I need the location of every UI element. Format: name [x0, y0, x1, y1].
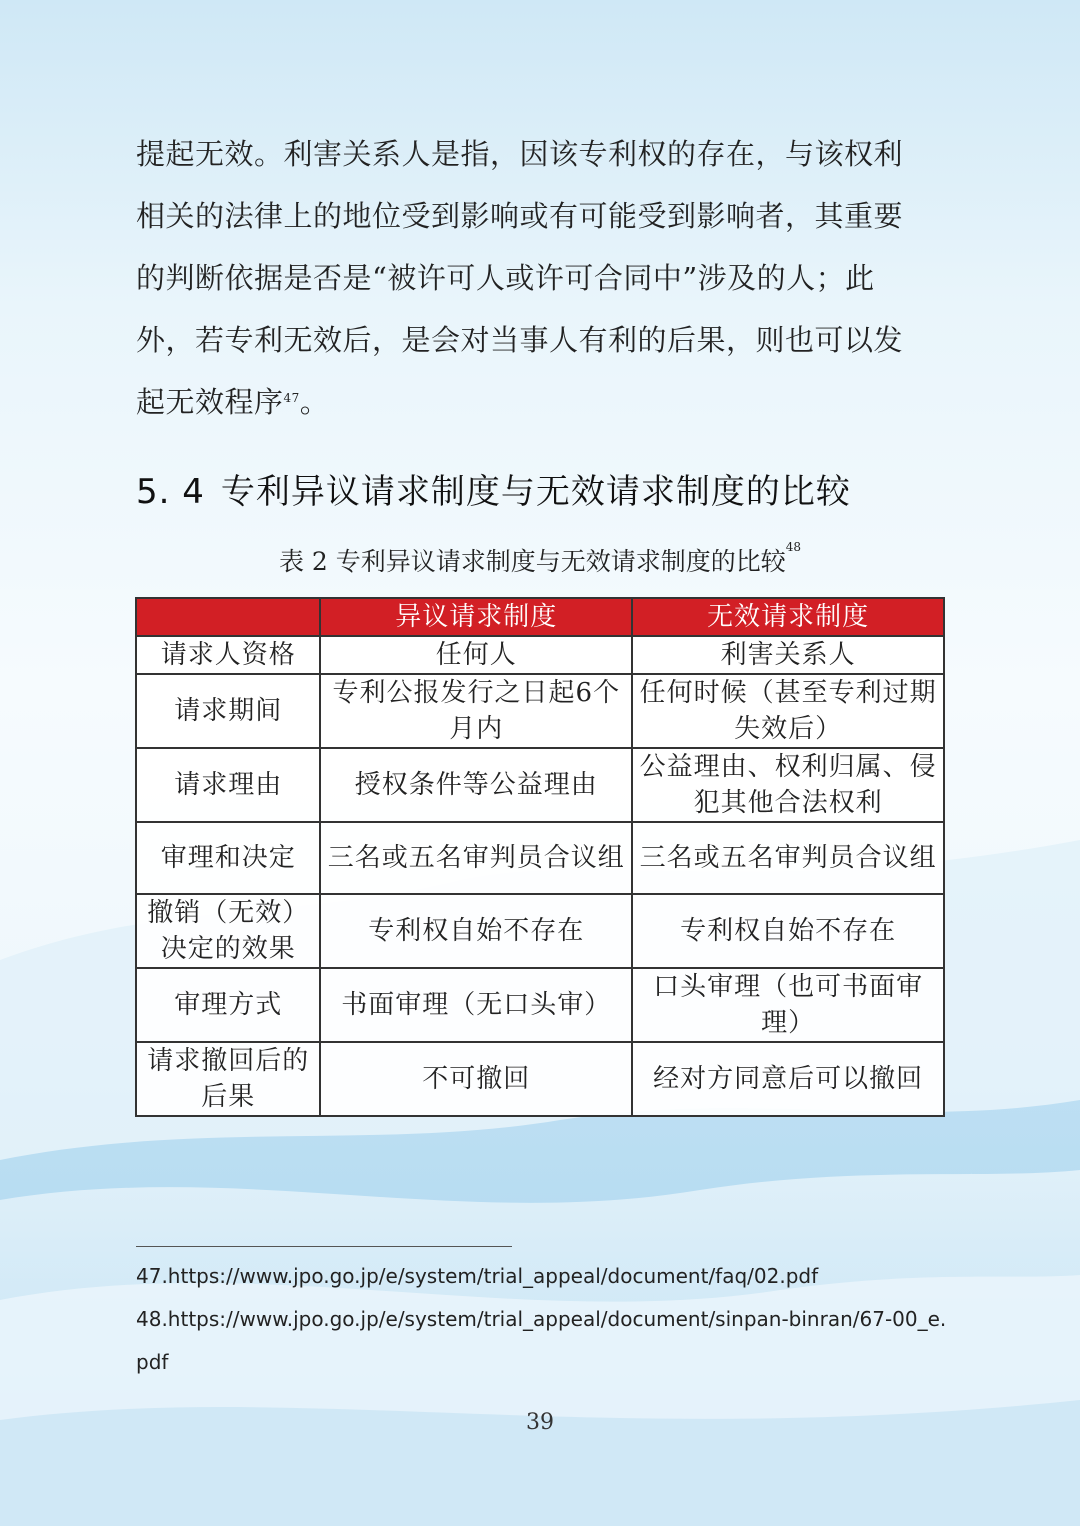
paragraph-line-last	[136, 382, 329, 422]
footnote-48[interactable]: 48.https://www.jpo.go.jp/e/system/trial_appeal/document/sinpan-binran/67-00_e.	[136, 1307, 947, 1331]
invalidation-cell: 公益理由、权利归属、侵犯其他合法权利	[632, 748, 944, 822]
header-cell-empty	[136, 598, 320, 636]
footnote-47[interactable]: 47.https://www.jpo.go.jp/e/system/trial_appeal/document/faq/02.pdf	[136, 1264, 819, 1288]
section-title-text: 专利异议请求制度与无效请求制度的比较	[220, 472, 851, 512]
table-row	[136, 1042, 944, 1116]
table-row	[136, 822, 944, 894]
invalidation-cell: 利害关系人	[632, 636, 944, 674]
header-cell-opposition: 异议请求制度	[320, 598, 632, 636]
opposition-cell: 专利权自始不存在	[320, 894, 632, 968]
footnote-divider	[136, 1246, 512, 1247]
page-number: 39	[526, 1410, 554, 1435]
invalidation-cell: 专利权自始不存在	[632, 894, 944, 968]
table-row	[136, 748, 944, 822]
table-row	[136, 894, 944, 968]
row-label: 撤销（无效）决定的效果	[136, 894, 320, 968]
paragraph-line: 相关的法律上的地位受到影响或有可能受到影响者，其重要	[136, 199, 904, 233]
invalidation-cell: 经对方同意后可以撤回	[632, 1042, 944, 1116]
row-label: 请求理由	[136, 748, 320, 822]
table-caption	[0, 542, 1080, 578]
opposition-cell: 书面审理（无口头审）	[320, 968, 632, 1042]
comparison-table	[135, 597, 945, 1117]
table-row	[136, 674, 944, 748]
paragraph-line: 的判断依据是否是“被许可人或许可合同中”涉及的人；此	[136, 261, 875, 295]
opposition-cell: 任何人	[320, 636, 632, 674]
row-label: 请求期间	[136, 674, 320, 748]
section-number: 5. 4	[136, 472, 205, 512]
opposition-cell: 专利公报发行之日起6个月内	[320, 674, 632, 748]
section-heading	[136, 464, 851, 513]
footnote-ref-48[interactable]: 48	[785, 540, 802, 554]
table-header-row	[136, 598, 944, 636]
paragraph-tail: 。	[299, 385, 330, 419]
paragraph-line: 外，若专利无效后，是会对当事人有利的后果，则也可以发	[136, 323, 904, 357]
row-label: 审理和决定	[136, 822, 320, 894]
footnote-ref-47[interactable]: 47	[283, 391, 300, 405]
invalidation-cell: 三名或五名审判员合议组	[632, 822, 944, 894]
opposition-cell: 授权条件等公益理由	[320, 748, 632, 822]
row-label: 请求撤回后的后果	[136, 1042, 320, 1116]
table-row	[136, 968, 944, 1042]
opposition-cell: 三名或五名审判员合议组	[320, 822, 632, 894]
paragraph-line: 提起无效。利害关系人是指，因该专利权的存在，与该权利	[136, 137, 904, 171]
header-cell-invalidation: 无效请求制度	[632, 598, 944, 636]
footnote-48-continued[interactable]: pdf	[136, 1350, 169, 1374]
invalidation-cell: 任何时候（甚至专利过期失效后）	[632, 674, 944, 748]
row-label: 审理方式	[136, 968, 320, 1042]
opposition-cell: 不可撤回	[320, 1042, 632, 1116]
table-row	[136, 636, 944, 674]
row-label: 请求人资格	[136, 636, 320, 674]
paragraph-text: 起无效程序	[136, 385, 284, 419]
table-caption-text: 表 2 专利异议请求制度与无效请求制度的比较	[278, 547, 786, 576]
invalidation-cell: 口头审理（也可书面审理）	[632, 968, 944, 1042]
